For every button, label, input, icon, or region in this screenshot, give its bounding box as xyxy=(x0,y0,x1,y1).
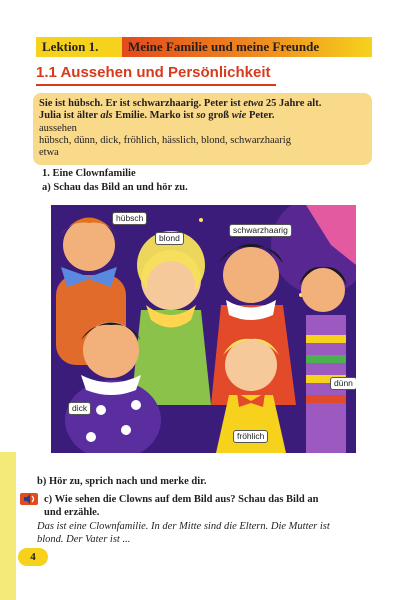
section-underline xyxy=(36,84,276,86)
left-margin-bar xyxy=(0,0,16,600)
example-line-1: Das ist eine Clownfamilie. In der Mitte sind die Eltern. Die Mutter ist xyxy=(37,521,330,532)
label-huebsch: hübsch xyxy=(112,212,147,225)
example-line-2: blond. Der Vater ist ... xyxy=(37,534,131,545)
grammar-line-1: Sie ist hübsch. Er ist schwarzhaarig. Peter ist etwa 25 Jahre alt. xyxy=(39,98,322,109)
exercise-c-line-2: und erzähle. xyxy=(44,507,100,518)
clown-family-illustration xyxy=(51,205,356,453)
label-schwarzhaarig: schwarzhaarig xyxy=(229,224,292,237)
grammar-box xyxy=(33,93,372,165)
vocab-line-1: aussehen xyxy=(39,123,77,134)
label-duenn: dünn xyxy=(330,377,356,390)
exercise-heading: 1. Eine Clownfamilie xyxy=(42,168,136,179)
lesson-number: Lektion 1. xyxy=(42,39,99,54)
lesson-header xyxy=(36,37,372,57)
exercise-a: a) Schau das Bild an und hör zu. xyxy=(42,182,188,193)
page-number: 4 xyxy=(18,548,48,566)
label-blond: blond xyxy=(155,232,184,245)
left-accent-band xyxy=(0,452,16,600)
lesson-title: Meine Familie und meine Freunde xyxy=(128,39,320,54)
label-dick: dick xyxy=(68,402,91,415)
grammar-line-2: Julia ist älter als Emilie. Marko ist so groß wie Peter. xyxy=(39,110,275,121)
speaker-icon xyxy=(20,491,38,507)
clown-illustration-art xyxy=(51,205,356,453)
vocab-line-2: hübsch, dünn, dick, fröhlich, hässlich, blond, schwarzhaarig xyxy=(39,135,291,146)
exercise-c-line-1: c) Wie sehen die Clowns auf dem Bild aus? Schau das Bild an xyxy=(44,494,319,505)
vocab-line-3: etwa xyxy=(39,147,59,158)
exercise-b: b) Hör zu, sprich nach und merke dir. xyxy=(37,476,207,487)
section-title: 1.1 Aussehen und Persönlichkeit xyxy=(36,64,271,81)
label-froehlich: fröhlich xyxy=(233,430,268,443)
